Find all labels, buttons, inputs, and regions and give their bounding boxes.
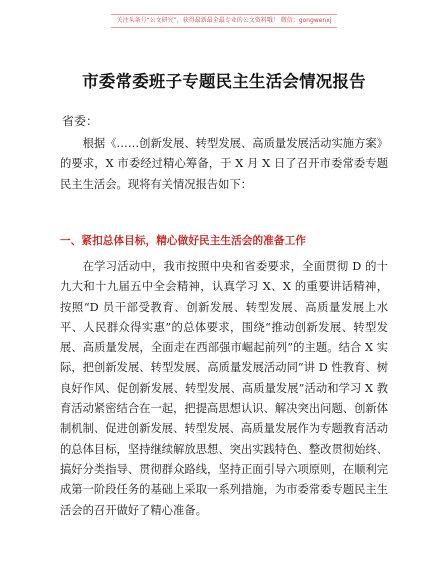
top-banner (0, 14, 448, 26)
banner-text: 关注头条号“公文研究”，获得最新最全最专业的公文资料哦！ 微信：gongwenxj (111, 14, 338, 28)
section-heading: 一、紧扣总体目标，精心做好民主生活会的准备工作 (60, 235, 306, 247)
intro-paragraph: 根据《……创新发展、转型发展、高质量发展活动实施方案》的要求，X 市委经过精心筹备，于 X 月 X 日了召开市委常委专题民主生活会。现将有关情况报告如下： (60, 137, 388, 191)
body-paragraph: 在学习活动中，我市按照中央和省委要求，全面贯彻 D 的十九大和十九届五中全会精神，认真学习 X、X 的重要讲话精神，按照“D 员干部受教育、创新发展、转型发展、高质量发展上水平、人民群众得实惠”的总体要求，围绕“推动创新发展、转型发展、高质量发展，全面走在西部强市崛起前列”的主题。结合 X 实际，把创新发展、转型发展、高质量发展活动同“讲 D 性教育、树良好作风、促创新发展、转型发展、高质量发展”活动和学习 X 教育活动紧密结合在一起，把提高思想认识、解决突出问题、创新体制机制、促进创新发展、转型发展、高质量发展作为专题教育活动的总体目标，坚持继续解放思想、突出实践特色、整改贯彻始终、搞好分类指导、贯彻群众路线，坚持正面引导六项原则，在顺利完成第一阶段任务的基础上采取一系列措施，为市委常委专题民主生活会的召开做好了精心准备。 (60, 260, 388, 517)
document-title: 市委常委班子专题民主生活会情况报告 (82, 72, 366, 91)
salutation: 省委： (62, 114, 99, 128)
